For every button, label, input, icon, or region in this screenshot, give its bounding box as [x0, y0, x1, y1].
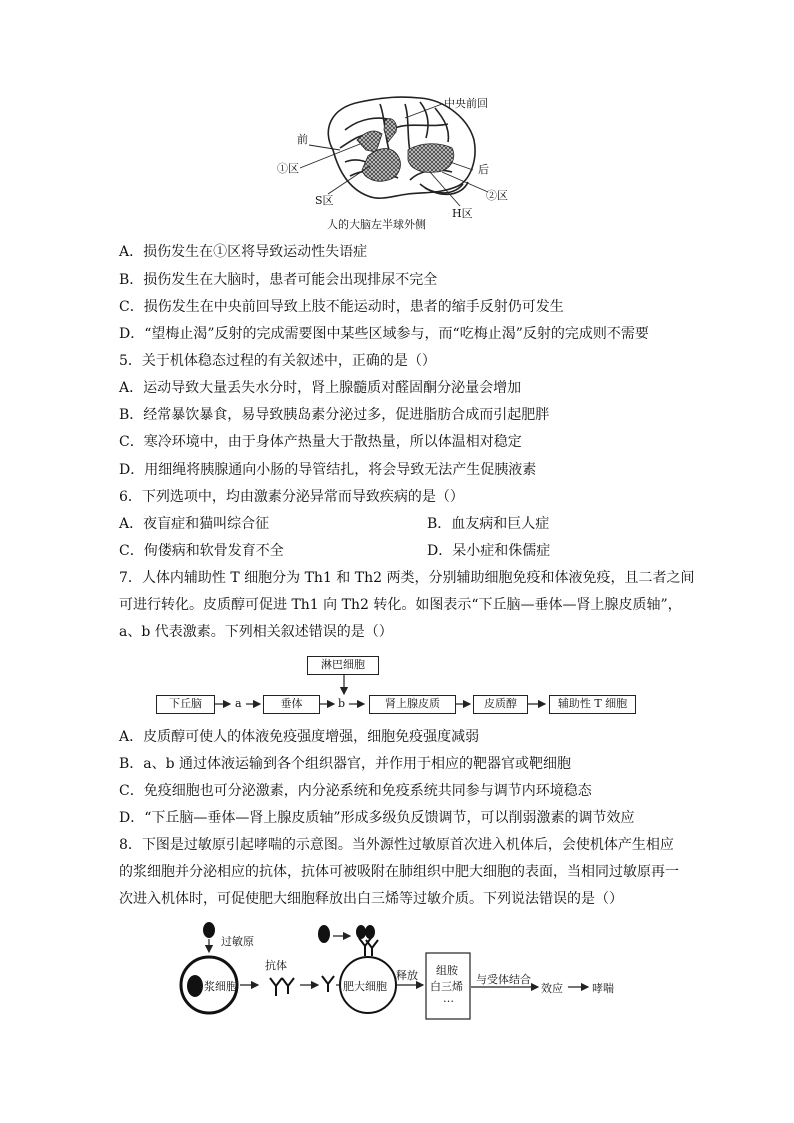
front-label: 前 — [297, 133, 308, 146]
q7-stem-line2: 可进行转化。皮质醇可促进 Th1 向 Th2 转化。如图表示“下丘脑—垂体—肾上腺皮质轴”， — [119, 597, 682, 613]
hormone-b-label: b — [338, 697, 346, 710]
q4-option-a: A．损伤发生在①区将导致运动性失语症 — [119, 244, 368, 260]
brain-caption: 人的大脑左半球外侧 — [327, 218, 426, 231]
q6-option-c: C．佝偻病和软骨发育不全 — [119, 543, 284, 559]
asthma-label: 哮喘 — [592, 982, 614, 995]
q7-option-a: A．皮质醇可使人的体液免疫强度增强，细胞免疫强度减弱 — [119, 729, 480, 745]
q7-stem-line3: a、b 代表激素。下列相关叙述错误的是（） — [119, 624, 393, 640]
lymph-cell-box: 淋巴细胞 — [307, 656, 379, 675]
q6-stem: 6．下列选项中，均由激素分泌异常而导致疾病的是（） — [119, 489, 464, 505]
adrenal-cortex-box: 肾上腺皮质 — [369, 695, 456, 714]
q5-option-a: A．运动导致大量丢失水分时，肾上腺髓质对醛固酮分泌量会增加 — [119, 380, 522, 396]
q7-option-b: B．a、b 通过体液运输到各个组织器官，并作用于相应的靶器官或靶细胞 — [119, 756, 572, 772]
q4-option-c: C．损伤发生在中央前回导致上肢不能运动时，患者的缩手反射仍可发生 — [119, 299, 564, 315]
q4-option-d: D．“望梅止渴”反射的完成需要图中某些区域参与，而“吃梅止渴”反射的完成则不需要 — [119, 326, 649, 342]
hormone-a-label: a — [235, 697, 242, 710]
effect-label: 效应 — [541, 982, 563, 995]
allergen-label: 过敏原 — [221, 935, 254, 948]
q7-stem-line1: 7．人体内辅助性 T 细胞分为 Th1 和 Th2 两类，分别辅助细胞免疫和体液免疫，且二者之间 — [119, 570, 695, 586]
q7-option-d: D．“下丘脑—垂体—肾上腺皮质轴”形成多级负反馈调节，可以削弱激素的调节效应 — [119, 810, 635, 826]
receptor-binding-label: 与受体结合 — [476, 973, 531, 986]
ellipsis-label: … — [443, 992, 454, 1005]
helper-t-cell-box: 辅助性 T 细胞 — [549, 695, 636, 714]
q5-option-c: C．寒冷环境中，由于身体产热量大于散热量，所以体温相对稳定 — [119, 434, 522, 450]
q5-option-b: B．经常暴饮暴食，易导致胰岛素分泌过多，促进脂肪合成而引起肥胖 — [119, 407, 550, 423]
area1-label: ①区 — [277, 162, 299, 175]
h-area-label: H区 — [452, 207, 473, 220]
q8-stem-line3: 次进入机体时，可促使肥大细胞释放出白三烯等过敏介质。下列说法错误的是（） — [119, 891, 623, 907]
q8-stem-line1: 8．下图是过敏原引起哮喘的示意图。当外源性过敏原首次进入机体后，会使机体产生相应 — [119, 837, 674, 853]
cortisol-box: 皮质醇 — [473, 695, 528, 714]
central-gyrus-label: 中央前回 — [444, 97, 488, 110]
pituitary-box: 垂体 — [263, 695, 320, 714]
q4-option-b: B．损伤发生在大脑时，患者可能会出现排尿不完全 — [119, 272, 438, 288]
mast-cell-label: 肥大细胞 — [343, 980, 387, 993]
q5-stem: 5．关于机体稳态过程的有关叙述中，正确的是（） — [119, 353, 436, 369]
histamine-label: 组胺 — [436, 964, 458, 977]
q7-option-c: C．免疫细胞也可分泌激素，内分泌系统和免疫系统共同参与调节内环境稳态 — [119, 783, 592, 799]
q6-option-b: B．血友病和巨人症 — [427, 516, 550, 532]
hypothalamus-box: 下丘脑 — [156, 695, 215, 714]
leukotriene-label: 白三烯 — [430, 980, 463, 993]
q6-option-a: A．夜盲症和猫叫综合征 — [119, 516, 270, 532]
plasma-cell-label: 浆细胞 — [204, 980, 237, 993]
release-label: 释放 — [396, 969, 418, 982]
q6-option-d: D．呆小症和侏儒症 — [427, 543, 551, 559]
antibody-label: 抗体 — [265, 959, 287, 972]
q5-option-d: D．用细绳将胰腺通向小肠的导管结扎，将会导致无法产生促胰液素 — [119, 462, 537, 478]
area2-label: ②区 — [486, 189, 508, 202]
back-label: 后 — [478, 163, 489, 176]
q8-stem-line2: 的浆细胞并分泌相应的抗体，抗体可被吸附在肺组织中肥大细胞的表面，当相同过敏原再一 — [119, 864, 679, 880]
s-area-label: S区 — [315, 194, 334, 207]
